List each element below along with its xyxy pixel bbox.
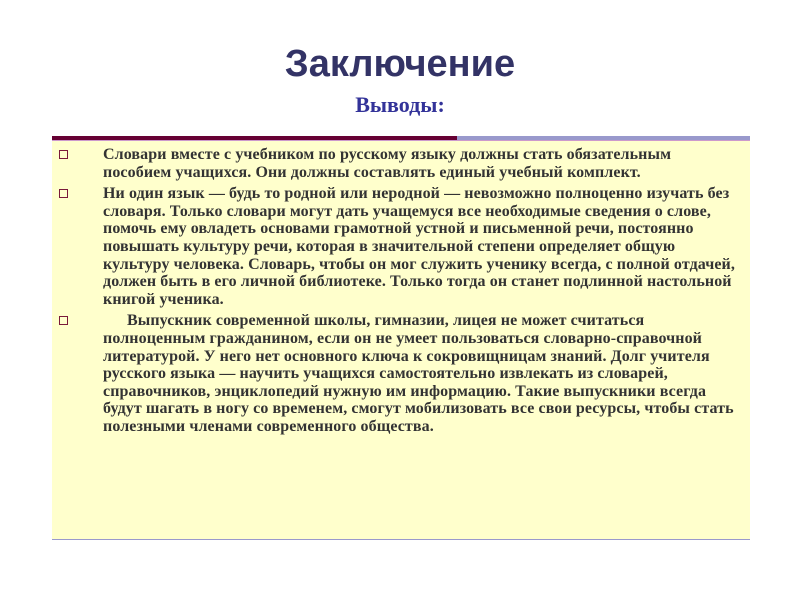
bullet-text: Словари вместе с учебником по русскому языку должны стать обязательным пособием учащихся. Они должны составлять единый учебный комплект. [103,146,672,181]
top-divider-thin [52,140,750,141]
bullet-text: Выпускник современной школы, гимназии, лицея не может считаться полноценным гражданином, если он не умеет пользоваться словарно-справочной литературой. У него нет основного ключа к сокровищницам знаний. Долг учителя русского языка — научить учащихся самостоятельно извлекать из словарей, справочников, энциклопедий нужную им информацию. Такие выпускники всегда будут шагать в ногу со временем, смогут мобилизовать все свои ресурсы, чтобы стать полезными членами современного общества. [103,312,734,435]
slide-title: Заключение [284,43,516,85]
slide-subtitle: Выводы: [355,92,445,117]
list-item [56,312,742,435]
hollow-square-icon [59,189,68,198]
hollow-square-icon [59,150,68,159]
bullet-text: Ни один язык — будь то родной или неродной — невозможно полноценно изучать без словаря. Только словари могут дать учащемуся все необходимые сведения о слове, помочь ему овладеть основами грамотной устной и письменной речи, постоянно повышать культуру речи, которая в значительной степени определяет общую культуру человека. Словарь, чтобы он мог служить ученику всегда, с полной отдачей, должен быть в его личной библиотеке. Только тогда он станет подлинной настольной книгой ученика. [103,185,735,308]
bottom-divider [52,539,750,540]
list-item [56,146,742,181]
list-item [56,185,742,308]
hollow-square-icon [59,316,68,325]
conclusions-list [56,146,742,440]
